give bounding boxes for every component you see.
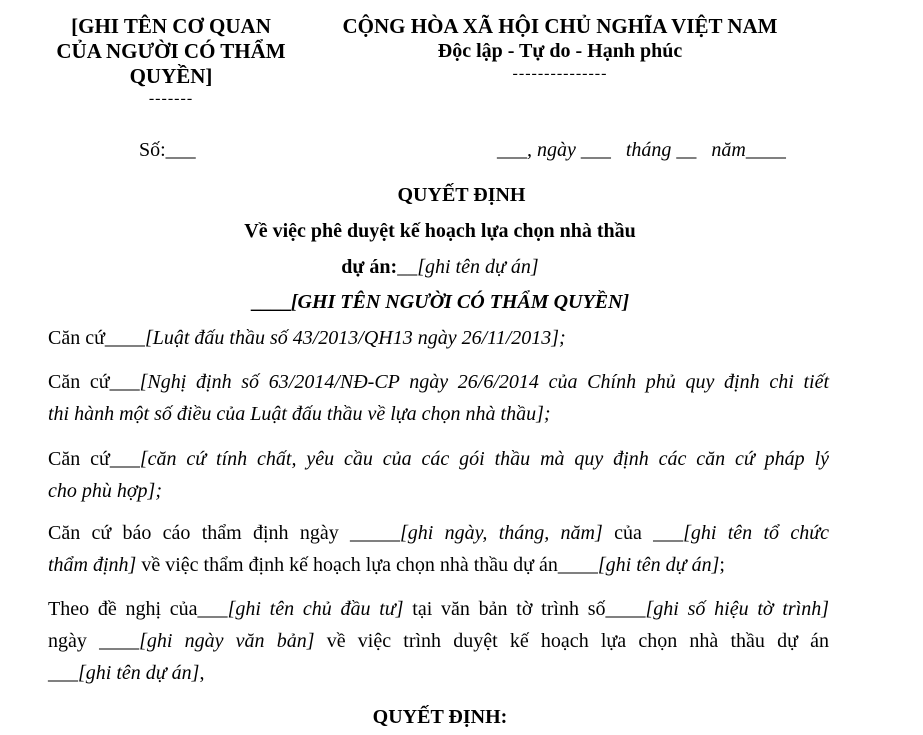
basis-paragraph-4 bbox=[48, 517, 829, 581]
issuing-agency-block bbox=[40, 14, 302, 109]
proposal-h: ___ bbox=[48, 662, 78, 684]
basis-paragraph-2 bbox=[48, 366, 829, 430]
agency-line-1: [GHI TÊN CƠ QUAN bbox=[71, 14, 271, 38]
proposal-d: [ghi số hiệu tờ trình] bbox=[645, 598, 830, 620]
basis-2-cont: thi hành một số điều của Luật đấu thầu về lựa chọn nhà thầu]; bbox=[48, 403, 551, 425]
proposal-f: [ghi ngày văn bản] bbox=[139, 630, 315, 652]
basis-paragraph-3 bbox=[48, 443, 829, 507]
national-title-block bbox=[320, 14, 800, 84]
proposal-e: ngày ____ bbox=[48, 630, 140, 652]
decision-title: QUYẾT ĐỊNH bbox=[397, 184, 526, 206]
basis-4-d: [ghi tên tổ chức bbox=[683, 522, 829, 544]
proposal-a: Theo đề nghị của___ bbox=[48, 598, 228, 620]
document-date: ___, ngày ___ tháng __ năm____ bbox=[497, 139, 786, 161]
national-title: CỘNG HÒA XÃ HỘI CHỦ NGHĨA VIỆT NAM bbox=[342, 14, 778, 38]
basis-4-g: [ghi tên dự án] bbox=[597, 554, 720, 576]
proposal-b: [ghi tên chủ đầu tư] bbox=[227, 598, 404, 620]
proposal-g: về việc trình duyệt kế hoạch lựa chọn nhà thầu dự án bbox=[314, 630, 829, 652]
basis-paragraph-1 bbox=[48, 322, 829, 354]
decision-heading: QUYẾT ĐỊNH: bbox=[372, 706, 508, 728]
proposal-j: , bbox=[199, 662, 205, 684]
basis-4-e: thẩm định] bbox=[48, 554, 137, 576]
decision-subject: Về việc phê duyệt kế hoạch lựa chọn nhà thầu bbox=[244, 220, 636, 242]
national-motto: Độc lập - Tự do - Hạnh phúc bbox=[437, 40, 683, 62]
motto-separator: --------------- bbox=[512, 65, 608, 82]
project-line bbox=[0, 253, 880, 281]
agency-separator: ------- bbox=[148, 90, 194, 107]
authority-line bbox=[0, 288, 880, 316]
agency-line-3: QUYỀN] bbox=[129, 64, 213, 88]
basis-4-h: ; bbox=[719, 554, 725, 576]
basis-4-b: [ghi ngày, tháng, năm] bbox=[400, 522, 603, 544]
agency-line-2: CỦA NGƯỜI CÓ THẨM bbox=[56, 39, 286, 63]
project-placeholder: [ghi tên dự án] bbox=[417, 256, 539, 278]
basis-3-text: [căn cứ tính chất, yêu cầu của các gói thầu mà quy định các căn cứ pháp lý bbox=[139, 448, 830, 470]
basis-4-f: về việc thẩm định kế hoạch lựa chọn nhà thầu dự án____ bbox=[136, 554, 598, 576]
basis-1-prefix: Căn cứ____ bbox=[48, 327, 145, 349]
basis-3-prefix: Căn cứ___ bbox=[48, 448, 140, 470]
authority-placeholder: [GHI TÊN NGƯỜI CÓ THẨM QUYỀN] bbox=[290, 291, 630, 313]
basis-2-text: [Nghị định số 63/2014/NĐ-CP ngày 26/6/2014 của Chính phủ quy định chi tiết bbox=[139, 371, 829, 393]
proposal-i: [ghi tên dự án] bbox=[78, 662, 200, 684]
basis-3-cont: cho phù hợp]; bbox=[48, 480, 162, 502]
authority-blank: ____ bbox=[250, 291, 291, 313]
project-blank: __ bbox=[397, 256, 418, 278]
basis-1-text: [Luật đấu thầu số 43/2013/QH13 ngày 26/11/2013]; bbox=[144, 327, 566, 349]
proposal-paragraph bbox=[48, 593, 829, 689]
basis-2-prefix: Căn cứ___ bbox=[48, 371, 140, 393]
basis-4-a: Căn cứ báo cáo thẩm định ngày _____ bbox=[48, 522, 401, 544]
document-number: Số:___ bbox=[139, 139, 196, 161]
proposal-c: tại văn bản tờ trình số____ bbox=[403, 598, 646, 620]
project-label: dự án: bbox=[341, 256, 398, 278]
basis-4-c: của ___ bbox=[602, 522, 684, 544]
